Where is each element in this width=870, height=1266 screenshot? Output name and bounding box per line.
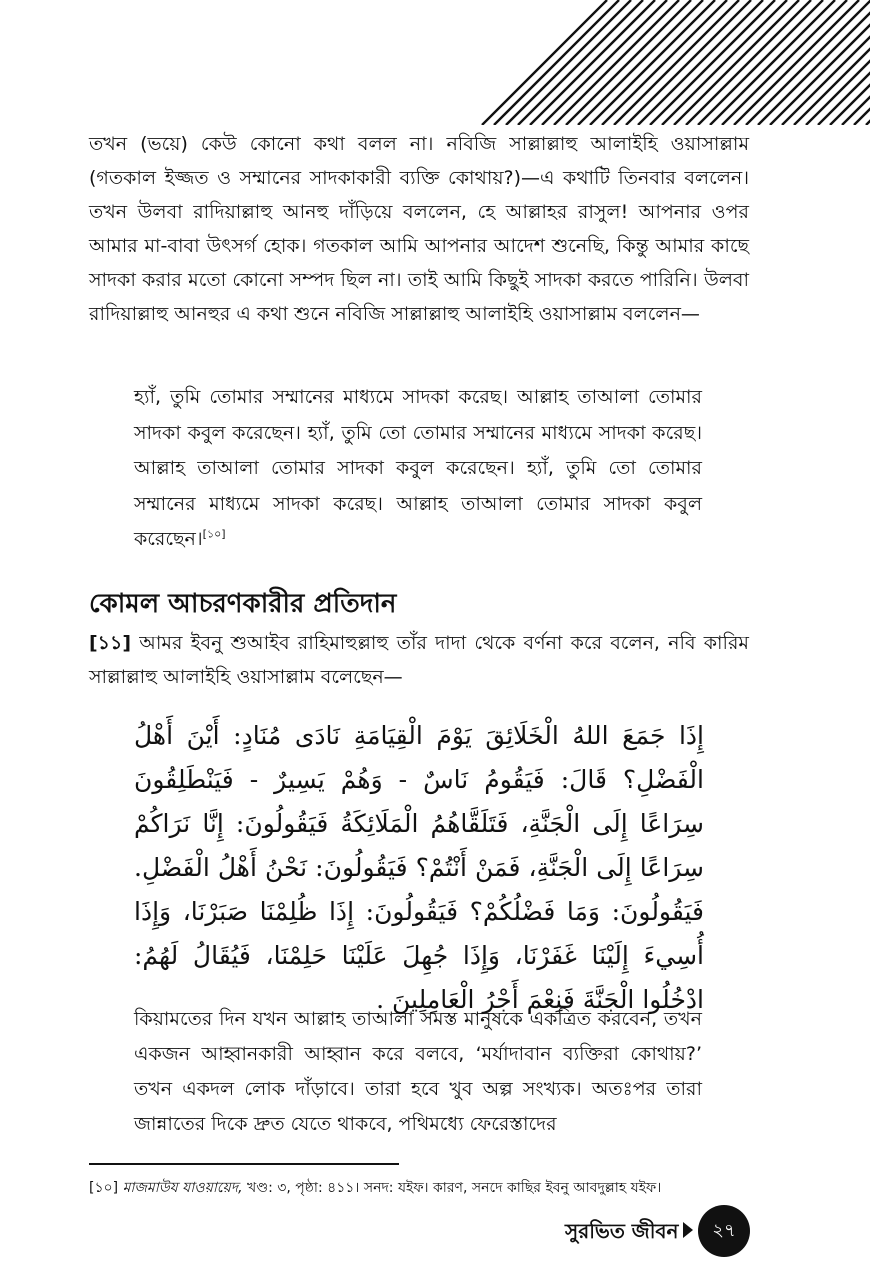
diagonal-stripes-decoration bbox=[470, 0, 870, 125]
section-heading: কোমল আচরণকারীর প্রতিদান bbox=[89, 589, 397, 619]
footnote-marker: [১০] bbox=[89, 1180, 123, 1196]
quote-text: হ্যাঁ, তুমি তোমার সম্মানের মাধ্যমে সাদকা করেছ। আল্লাহ তাআলা তোমার সাদকা কবুল করেছেন। হ্যাঁ, তুমি তো তোমার সম্মানের মাধ্যমে সাদকা করেছ। আল্লাহ তাআলা তোমার সাদকা কবুল করেছেন। হ্যাঁ, তুমি তো তোমার সম্মানের মাধ্যমে সাদকা করেছ। আল্লাহ তাআলা তোমার সাদকা কবুল করেছেন। bbox=[134, 386, 702, 550]
footnote-reference: [১০] bbox=[202, 527, 226, 541]
play-arrow-icon bbox=[683, 1222, 693, 1238]
hadith-intro-text: আমর ইবনু শুআইব রাহিমাহুল্লাহু তাঁর দাদা থেকে বর্ণনা করে বলেন, নবি কারিম সাল্লাল্লাহু আলাইহি ওয়াসাল্লাম বলেছেন— bbox=[89, 632, 749, 688]
footnote-divider bbox=[89, 1163, 399, 1165]
footnote-source: মাজমাউয যাওয়ায়েদ, bbox=[122, 1180, 243, 1196]
translation-paragraph: কিয়ামতের দিন যখন আল্লাহ তাআলা সমস্ত মানুষকে একত্রিত করবেন, তখন একজন আহ্বানকারী আহ্বান করে বলবে, ‘মর্যাদাবান ব্যক্তিরা কোথায়?’ তখন একদল লোক দাঁড়াবে। তারা হবে খুব অল্প সংখ্যক। অতঃপর তারা জান্নাতের দিকে দ্রুত যেতে থাকবে, পথিমধ্যে ফেরেস্তাদের bbox=[134, 1008, 702, 1135]
quote-block bbox=[134, 380, 702, 558]
hadith-number: [১১] bbox=[89, 632, 132, 654]
footnote bbox=[89, 1176, 769, 1200]
arabic-hadith-text: إِذَا جَمَعَ اللهُ الْخَلَائِقَ يَوْمَ الْقِيَامَةِ نَادَى مُنَادٍ: أَيْنَ أَهْلُ الْفَضْلِ؟ قَالَ: فَيَقُومُ نَاسٌ - وَهُمْ يَسِيرٌ - فَيَنْطَلِقُونَ سِرَاعًا إِلَى الْجَنَّةِ، فَتَلَقَّاهُمُ الْمَلَائِكَةُ فَيَقُولُونَ: إِنَّا نَرَاكُمْ سِرَاعًا إِلَى الْجَنَّةِ، فَمَنْ أَنْتُمْ؟ فَيَقُولُونَ: نَحْنُ أَهْلُ الْفَضْلِ. فَيَقُولُونَ: وَمَا فَضْلُكُمْ؟ فَيَقُولُونَ: إِذَا ظُلِمْنَا صَبَرْنَا، وَإِذَا أُسِيءَ إِلَيْنَا غَفَرْنَا، وَإِذَا جُهِلَ عَلَيْنَا حَلِمْنَا، فَيُقَالُ لَهُمُ: ادْخُلُوا الْجَنَّةَ فَنِعْمَ أَجْرُ الْعَامِلِينَ . bbox=[134, 721, 704, 1014]
paragraph-1: তখন (ভয়ে) কেউ কোনো কথা বলল না। নবিজি সাল্লাল্লাহু আলাইহি ওয়াসাল্লাম (গতকাল ইজ্জত ও সম্মানের সাদকাকারী ব্যক্তি কোথায়?)—এ কথাটি তিনবার বললেন। তখন উলবা রাদিয়াল্লাহু আনহু দাঁড়িয়ে বললেন, হে আল্লাহর রাসুল! আপনার ওপর আমার মা-বাবা উৎসর্গ হোক। গতকাল আমি আপনার আদেশ শুনেছি, কিন্তু আমার কাছে সাদকা করার মতো কোনো সম্পদ ছিল না। তাই আমি কিছুই সাদকা করতে পারিনি। উলবা রাদিয়াল্লাহু আনহুর এ কথা শুনে নবিজি সাল্লাল্লাহু আলাইহি ওয়াসাল্লাম বললেন— bbox=[89, 133, 749, 325]
footnote-text: খণ্ড: ৩, পৃষ্ঠা: ৪১১। সনদ: যইফ। কারণ, সনদে কাছির ইবনু আবদুল্লাহ যইফ। bbox=[242, 1180, 662, 1196]
book-title: সুরভিত জীবন bbox=[565, 1219, 679, 1243]
hadith-intro bbox=[89, 626, 749, 694]
page-number: ২৭ bbox=[698, 1205, 750, 1257]
